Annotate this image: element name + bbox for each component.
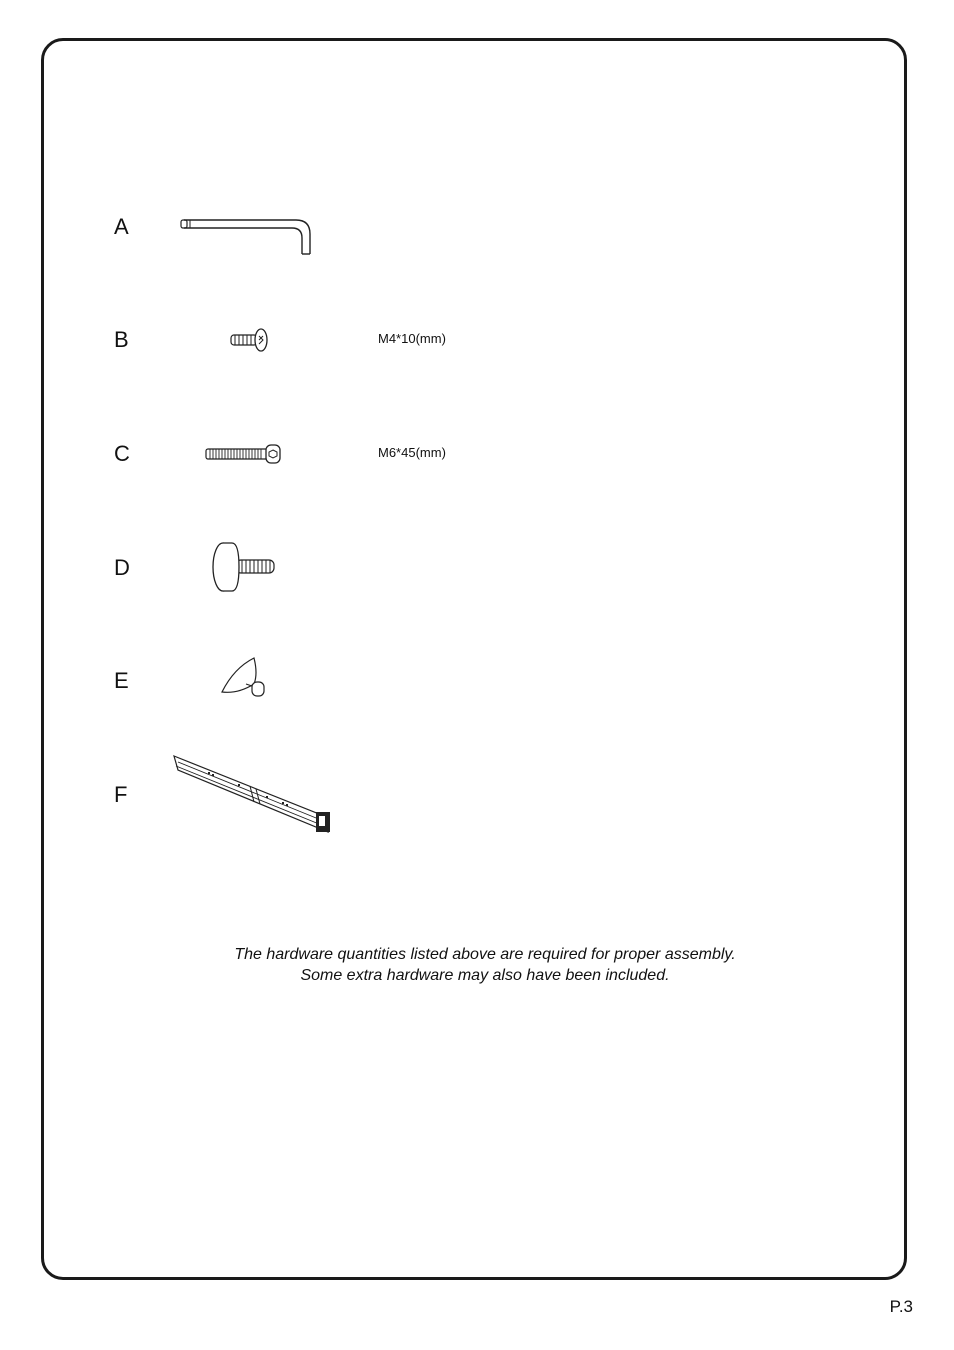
part-letter-a: A [114,214,129,239]
note-line-2: Some extra hardware may also have been included. [300,967,670,984]
part-letter-f: F [114,782,128,807]
hardware-note [120,944,850,986]
leveling-foot-icon [208,540,282,594]
part-letter-d: D [114,555,130,580]
part-spec-b: M4*10(mm) [378,331,446,346]
part-spec-c: M6*45(mm) [378,445,446,460]
note-line-1: The hardware quantities listed above are required for proper assembly. [234,946,736,963]
part-letter-b: B [114,327,129,352]
drawer-slide-icon [170,752,340,840]
page-frame [41,38,907,1280]
short-screw-icon [228,327,272,353]
page-number: P.3 [889,1297,913,1316]
long-bolt-icon [203,441,285,467]
part-letter-e: E [114,668,129,693]
part-letter-c: C [114,441,130,466]
knob-icon [216,654,272,702]
allen-key-icon [178,214,318,260]
